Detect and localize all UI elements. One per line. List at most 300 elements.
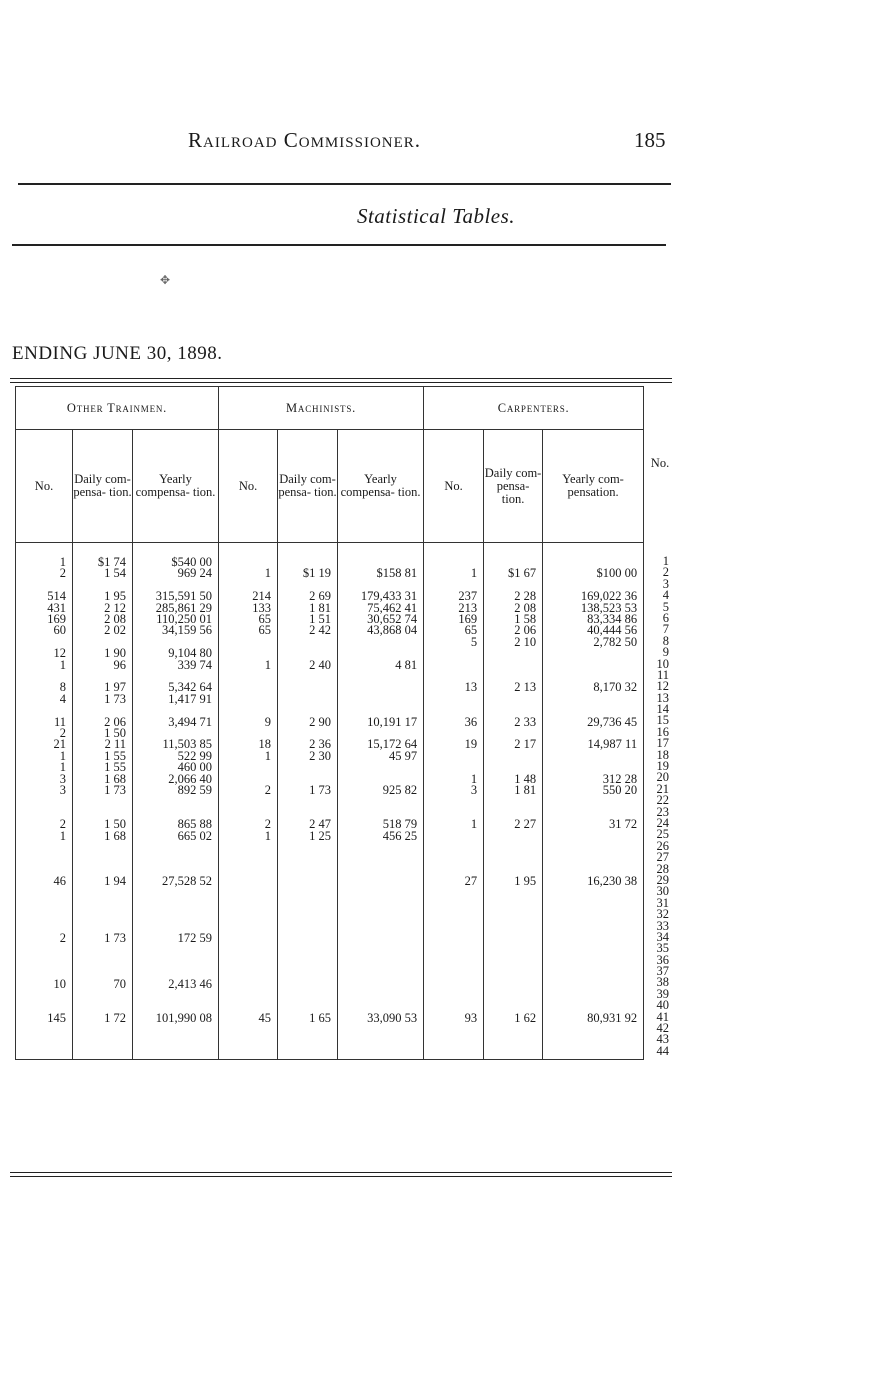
table-cell xyxy=(278,853,338,864)
table-cell xyxy=(219,990,278,1001)
table-cell xyxy=(543,1002,644,1013)
table-cell xyxy=(543,842,644,853)
table-row xyxy=(16,694,644,705)
table-cell xyxy=(16,853,73,864)
table-cell xyxy=(278,682,338,693)
table-row xyxy=(16,614,644,625)
table-cell xyxy=(133,865,219,876)
header-daily: Daily com- pensa- tion. xyxy=(73,430,133,543)
table-cell xyxy=(543,648,644,659)
table-cell xyxy=(484,705,543,716)
table-cell xyxy=(16,910,73,921)
table-cell xyxy=(133,1047,219,1059)
table-cell xyxy=(133,967,219,978)
table-cell xyxy=(424,543,484,569)
table-cell: 19 xyxy=(424,739,484,750)
table-frame-bottom-inner xyxy=(10,1176,672,1177)
table-cell: 2 10 xyxy=(484,637,543,648)
table-cell: 1 xyxy=(424,819,484,830)
header-yearly: Yearly compensa- tion. xyxy=(133,430,219,543)
table-cell xyxy=(484,1047,543,1059)
table-cell xyxy=(424,842,484,853)
table-cell xyxy=(338,648,424,659)
table-cell xyxy=(16,1002,73,1013)
table-cell xyxy=(219,728,278,739)
table-cell: 46 xyxy=(16,876,73,887)
table-cell: 1 xyxy=(219,751,278,762)
table-cell xyxy=(219,808,278,819)
table-cell: 665 02 xyxy=(133,831,219,842)
table-cell: 1 58 xyxy=(484,614,543,625)
table-cell xyxy=(219,580,278,591)
group-header-machinists: Machinists. xyxy=(219,387,424,430)
header-yearly: Yearly compensa- tion. xyxy=(338,430,424,543)
table-cell xyxy=(16,865,73,876)
table-cell xyxy=(424,967,484,978)
table-cell xyxy=(484,842,543,853)
line-number: 5 xyxy=(662,599,669,614)
table-cell: 3 xyxy=(424,785,484,796)
table-cell xyxy=(219,705,278,716)
table-cell xyxy=(338,774,424,785)
table-cell xyxy=(484,1036,543,1047)
table-cell xyxy=(338,956,424,967)
table-cell xyxy=(424,979,484,990)
table-cell: 2 xyxy=(219,785,278,796)
line-number: 11 xyxy=(656,667,669,682)
table-cell: 33,090 53 xyxy=(338,1013,424,1024)
table-cell xyxy=(278,648,338,659)
table-cell xyxy=(219,1024,278,1035)
table-row xyxy=(16,888,644,899)
table-cell xyxy=(543,796,644,807)
line-number: 31 xyxy=(656,895,669,910)
table-cell xyxy=(424,990,484,1001)
line-number: 44 xyxy=(656,1043,669,1058)
line-number: 43 xyxy=(656,1032,669,1047)
line-number: 37 xyxy=(656,964,669,979)
table-cell: 522 99 xyxy=(133,751,219,762)
table-cell xyxy=(543,933,644,944)
table-cell: 14,987 11 xyxy=(543,739,644,750)
table-cell: 2 47 xyxy=(278,819,338,830)
table-cell xyxy=(338,1024,424,1035)
table-cell xyxy=(543,728,644,739)
table-cell: 339 74 xyxy=(133,660,219,671)
table-row xyxy=(16,979,644,990)
table-cell: 315,591 50 xyxy=(133,591,219,602)
line-number: 19 xyxy=(656,759,669,774)
table-cell xyxy=(338,888,424,899)
table-cell: 1 xyxy=(16,543,73,569)
table-cell xyxy=(16,945,73,956)
table-cell xyxy=(338,728,424,739)
section-rule xyxy=(12,244,666,246)
table-cell xyxy=(424,751,484,762)
table-cell: 1 55 xyxy=(73,751,133,762)
table-cell: 10,191 17 xyxy=(338,717,424,728)
table-cell xyxy=(424,808,484,819)
table-cell: 11 xyxy=(16,717,73,728)
table-cell xyxy=(543,543,644,569)
table-cell: 1 73 xyxy=(278,785,338,796)
table-cell: 1 81 xyxy=(484,785,543,796)
table-cell: 9 xyxy=(219,717,278,728)
table-cell xyxy=(424,899,484,910)
line-number: 22 xyxy=(656,793,669,808)
table-cell xyxy=(219,956,278,967)
table-row xyxy=(16,625,644,636)
table-cell xyxy=(338,543,424,569)
table-cell: 456 25 xyxy=(338,831,424,842)
table-cell xyxy=(484,853,543,864)
table-cell xyxy=(338,979,424,990)
table-cell xyxy=(133,705,219,716)
table-cell xyxy=(133,1024,219,1035)
line-number: 28 xyxy=(656,861,669,876)
table-cell: 8,170 32 xyxy=(543,682,644,693)
table-cell xyxy=(424,865,484,876)
table-row xyxy=(16,945,644,956)
table-cell xyxy=(424,922,484,933)
table-frame-bottom xyxy=(10,1172,672,1173)
table-cell xyxy=(133,580,219,591)
table-row xyxy=(16,543,644,569)
table-frame-top xyxy=(10,378,672,379)
table-cell: 550 20 xyxy=(543,785,644,796)
table-cell xyxy=(278,967,338,978)
table-row xyxy=(16,648,644,659)
table-cell: 12 xyxy=(16,648,73,659)
table-cell: 21 xyxy=(16,739,73,750)
ornament-mark: ✥ xyxy=(160,273,171,287)
table-cell: 2 30 xyxy=(278,751,338,762)
table-cell: 65 xyxy=(424,625,484,636)
table-cell xyxy=(278,728,338,739)
table-cell: 2,066 40 xyxy=(133,774,219,785)
table-cell: 1 50 xyxy=(73,819,133,830)
table-cell: 80,931 92 xyxy=(543,1013,644,1024)
table-cell xyxy=(73,1024,133,1035)
table-cell: 70 xyxy=(73,979,133,990)
table-cell: 93 xyxy=(424,1013,484,1024)
table-cell xyxy=(424,705,484,716)
table-cell xyxy=(278,888,338,899)
table-cell xyxy=(278,922,338,933)
table-cell xyxy=(133,728,219,739)
table-cell xyxy=(424,1002,484,1013)
table-cell: 15,172 64 xyxy=(338,739,424,750)
table-cell xyxy=(73,808,133,819)
table-cell: 5,342 64 xyxy=(133,682,219,693)
table-cell: 40,444 56 xyxy=(543,625,644,636)
table-cell: 2 69 xyxy=(278,591,338,602)
table-cell xyxy=(424,648,484,659)
line-number: 36 xyxy=(656,952,669,967)
table-cell: 172 59 xyxy=(133,933,219,944)
table-cell xyxy=(133,671,219,682)
table-row xyxy=(16,751,644,762)
table-cell xyxy=(543,751,644,762)
line-number-list xyxy=(645,542,675,1057)
page-number: 185 xyxy=(634,128,666,152)
table-cell xyxy=(133,808,219,819)
table-cell xyxy=(278,910,338,921)
table-cell xyxy=(338,1002,424,1013)
table-cell: 169 xyxy=(16,614,73,625)
table-cell: 1 xyxy=(16,831,73,842)
table-cell: 2 xyxy=(16,933,73,944)
table-cell xyxy=(219,967,278,978)
table-cell xyxy=(16,1024,73,1035)
table-cell xyxy=(278,762,338,773)
group-header-other-trainmen: Other Trainmen. xyxy=(16,387,219,430)
table-row xyxy=(16,568,644,579)
table-cell: 179,433 31 xyxy=(338,591,424,602)
table-cell: 285,861 29 xyxy=(133,603,219,614)
table-row xyxy=(16,774,644,785)
table-cell: $1 19 xyxy=(278,568,338,579)
table-cell xyxy=(338,682,424,693)
line-number: 16 xyxy=(656,724,669,739)
table-cell xyxy=(484,796,543,807)
table-cell xyxy=(338,1036,424,1047)
table-cell xyxy=(16,637,73,648)
table-cell: 2 06 xyxy=(484,625,543,636)
table-cell xyxy=(543,979,644,990)
table-cell: 518 79 xyxy=(338,819,424,830)
table-cell xyxy=(484,922,543,933)
header-yearly: Yearly com- pensation. xyxy=(543,430,644,543)
table-cell xyxy=(338,990,424,1001)
line-number: 42 xyxy=(656,1021,669,1036)
table-cell: 1 51 xyxy=(278,614,338,625)
table-cell xyxy=(278,945,338,956)
table-cell xyxy=(424,945,484,956)
table-cell: 65 xyxy=(219,625,278,636)
table-cell xyxy=(484,979,543,990)
table-cell xyxy=(73,922,133,933)
table-cell: 45 xyxy=(219,1013,278,1024)
table-cell xyxy=(16,796,73,807)
table-cell xyxy=(219,876,278,887)
period-title: ENDING JUNE 30, 1898. xyxy=(12,343,223,364)
table-cell xyxy=(133,888,219,899)
table-cell: 1 55 xyxy=(73,762,133,773)
table-cell xyxy=(73,580,133,591)
table-cell xyxy=(278,694,338,705)
table-cell xyxy=(338,580,424,591)
line-number: 6 xyxy=(662,610,669,625)
table-cell xyxy=(219,1036,278,1047)
table-cell xyxy=(484,660,543,671)
table-cell xyxy=(543,1047,644,1059)
table-cell xyxy=(543,762,644,773)
line-number: 26 xyxy=(656,838,669,853)
table-cell xyxy=(278,865,338,876)
line-number: 18 xyxy=(656,747,669,762)
table-cell: 1 72 xyxy=(73,1013,133,1024)
table-cell xyxy=(16,967,73,978)
line-number: 7 xyxy=(662,622,669,637)
table-cell: 10 xyxy=(16,979,73,990)
table-cell: 4 xyxy=(16,694,73,705)
table-cell: 2 40 xyxy=(278,660,338,671)
line-number: 29 xyxy=(656,872,669,887)
table-cell xyxy=(484,945,543,956)
table-cell: 1 62 xyxy=(484,1013,543,1024)
table-cell: 5 xyxy=(424,637,484,648)
table-cell xyxy=(133,899,219,910)
table-cell: $100 00 xyxy=(543,568,644,579)
header-no: No. xyxy=(219,430,278,543)
header-no: No. xyxy=(424,430,484,543)
table-cell: 1 97 xyxy=(73,682,133,693)
table-cell xyxy=(484,967,543,978)
table-cell xyxy=(219,945,278,956)
table-cell: 3 xyxy=(16,774,73,785)
table-cell xyxy=(133,910,219,921)
table-cell xyxy=(338,853,424,864)
table-cell xyxy=(219,865,278,876)
table-cell: 1 81 xyxy=(278,603,338,614)
table-cell xyxy=(16,580,73,591)
table-cell: 36 xyxy=(424,717,484,728)
table-cell: 11,503 85 xyxy=(133,739,219,750)
table-cell xyxy=(219,1047,278,1059)
table-cell xyxy=(278,1036,338,1047)
table-cell: $158 81 xyxy=(338,568,424,579)
table-cell: 101,990 08 xyxy=(133,1013,219,1024)
statistics-table xyxy=(15,386,644,1060)
table-cell xyxy=(338,705,424,716)
table-cell xyxy=(219,979,278,990)
table-cell xyxy=(219,842,278,853)
table-cell: 45 97 xyxy=(338,751,424,762)
table-cell: 2 27 xyxy=(484,819,543,830)
table-cell: 1 xyxy=(16,751,73,762)
line-number: 20 xyxy=(656,770,669,785)
table-cell xyxy=(278,979,338,990)
table-cell xyxy=(133,945,219,956)
table-cell xyxy=(424,1036,484,1047)
header-line-no: No. xyxy=(650,456,670,470)
table-cell xyxy=(543,1036,644,1047)
table-cell xyxy=(543,808,644,819)
line-number: 39 xyxy=(656,986,669,1001)
line-number: 9 xyxy=(662,645,669,660)
table-cell xyxy=(73,899,133,910)
table-row xyxy=(16,682,644,693)
table-cell xyxy=(338,945,424,956)
table-cell xyxy=(484,671,543,682)
table-cell xyxy=(73,705,133,716)
table-cell: 145 xyxy=(16,1013,73,1024)
table-cell: 1 94 xyxy=(73,876,133,887)
group-header-carpenters: Carpenters. xyxy=(424,387,644,430)
table-cell xyxy=(424,762,484,773)
table-cell: 2 42 xyxy=(278,625,338,636)
table-cell xyxy=(219,694,278,705)
line-number: 34 xyxy=(656,929,669,944)
table-cell: 2,413 46 xyxy=(133,979,219,990)
table-cell xyxy=(424,580,484,591)
table-row xyxy=(16,990,644,1001)
table-cell xyxy=(73,796,133,807)
table-cell xyxy=(484,888,543,899)
table-cell xyxy=(133,853,219,864)
table-cell xyxy=(278,774,338,785)
table-cell: 2,782 50 xyxy=(543,637,644,648)
table-cell: 892 59 xyxy=(133,785,219,796)
table-cell xyxy=(219,637,278,648)
table-cell xyxy=(133,956,219,967)
table-cell xyxy=(424,853,484,864)
table-cell xyxy=(73,842,133,853)
table-cell xyxy=(543,956,644,967)
table-cell xyxy=(278,1047,338,1059)
line-number: 24 xyxy=(656,815,669,830)
table-cell xyxy=(338,899,424,910)
table-cell xyxy=(219,543,278,569)
table-cell xyxy=(424,728,484,739)
running-title: Railroad Commissioner. xyxy=(188,128,422,152)
table-cell xyxy=(424,1047,484,1059)
table-cell xyxy=(424,831,484,842)
table-cell: 3 xyxy=(16,785,73,796)
table-cell xyxy=(543,899,644,910)
table-row xyxy=(16,831,644,842)
table-cell xyxy=(338,637,424,648)
table-cell xyxy=(543,910,644,921)
table-row xyxy=(16,591,644,602)
table-cell: 13 xyxy=(424,682,484,693)
table-cell xyxy=(278,899,338,910)
table-cell: 27 xyxy=(424,876,484,887)
table-cell: 1 xyxy=(219,568,278,579)
table-row xyxy=(16,637,644,648)
table-cell xyxy=(16,1047,73,1059)
table-row xyxy=(16,876,644,887)
table-cell: 2 xyxy=(16,819,73,830)
table-cell xyxy=(543,660,644,671)
line-number: 17 xyxy=(656,736,669,751)
table-cell: 2 13 xyxy=(484,682,543,693)
line-number: 35 xyxy=(656,941,669,956)
table-cell xyxy=(543,853,644,864)
table-row xyxy=(16,728,644,739)
table-cell xyxy=(16,888,73,899)
table-row xyxy=(16,580,644,591)
table-cell xyxy=(16,705,73,716)
table-cell xyxy=(133,796,219,807)
table-cell: 30,652 74 xyxy=(338,614,424,625)
table-cell xyxy=(484,865,543,876)
table-cell: 96 xyxy=(73,660,133,671)
table-cell xyxy=(16,842,73,853)
table-cell: 2 06 xyxy=(73,717,133,728)
table-cell: 2 11 xyxy=(73,739,133,750)
table-cell xyxy=(278,1002,338,1013)
table-cell xyxy=(16,956,73,967)
table-cell: 1 95 xyxy=(73,591,133,602)
table-cell: 460 00 xyxy=(133,762,219,773)
table-row xyxy=(16,705,644,716)
line-number: 10 xyxy=(656,656,669,671)
table-cell: 2 90 xyxy=(278,717,338,728)
table-cell xyxy=(543,831,644,842)
table-cell: 925 82 xyxy=(338,785,424,796)
